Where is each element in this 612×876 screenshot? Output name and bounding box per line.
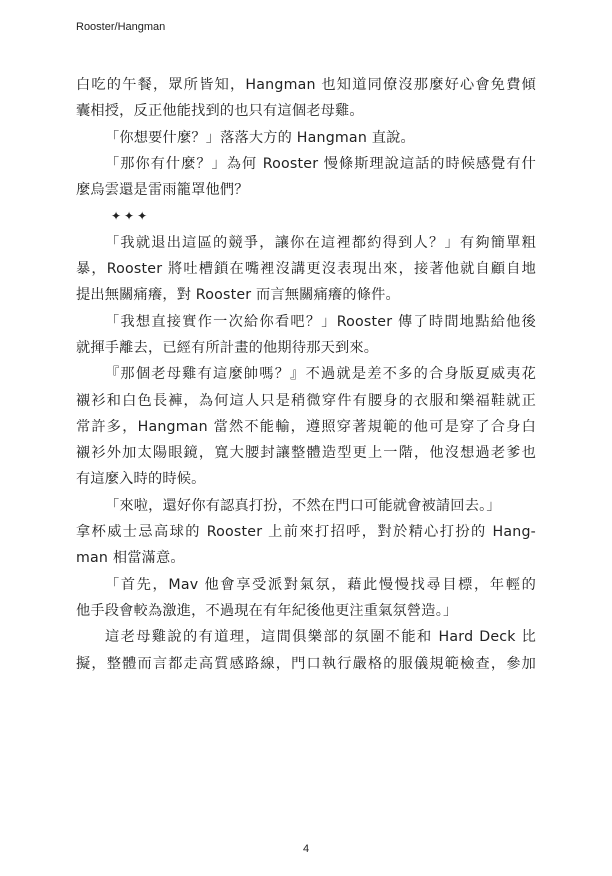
text-line: 提出無關痛癢，對 Rooster 而言無關痛癢的條件。 <box>76 287 400 304</box>
text-line: 白吃的午餐，眾所皆知，Hangman 也知道同僚沒那麼好心會免費傾 <box>76 77 536 93</box>
text-line: 有這麼入時的時候。 <box>76 471 206 488</box>
text-line: 囊相授，反正他能找到的也只有這個老母雞。 <box>76 103 364 120</box>
text-line: 「首先，Mav 他會享受派對氣氛，藉此慢慢找尋目標，年輕的 <box>105 576 536 593</box>
text-line: 拿杯威士忌高球的 Rooster 上前來打招呼，對於精心打扮的 Hang- <box>76 524 536 541</box>
text-line: 「你想要什麼？」落落大方的 Hangman 直說。 <box>105 129 415 146</box>
text-line: 襯衫和白色長褲，為何這人只是稍微穿件有腰身的衣服和樂福鞋就正 <box>76 392 536 409</box>
running-header: Rooster/Hangman <box>76 21 166 33</box>
text-line: 「那你有什麼？」為何 Rooster 慢條斯理說這話的時候感覺有什 <box>105 155 536 172</box>
text-line: 襯衫外加太陽眼鏡，寬大腰封讓整體造型更上一階，他沒想過老爹也 <box>76 445 536 462</box>
text-line: man 相當滿意。 <box>76 550 185 567</box>
text-line: 「我想直接實作一次給你看吧？」Rooster 傳了時間地點給他後 <box>105 313 536 330</box>
text-line: 麼烏雲還是雷雨籠罩他們？ <box>76 182 249 199</box>
text-line: 『那個老母雞有這麼帥嗎？』不過就是差不多的合身版夏威夷花 <box>105 366 536 383</box>
text-line: 暴，Rooster 將吐槽鎖在嘴裡沒講更沒表現出來，接著他就自顧自地 <box>76 261 536 278</box>
text-line: 這老母雞說的有道理，這間俱樂部的氛圍不能和 Hard Deck 比 <box>105 629 536 646</box>
text-line: 擬，整體而言都走高質感路線，門口執行嚴格的服儀規範檢查，參加 <box>76 655 536 672</box>
text-line: 「來啦，還好你有認真打扮，不然在門口可能就會被請回去。」 <box>105 497 501 514</box>
document-body <box>76 72 536 677</box>
text-line: 他手段會較為激進，不過現在有年紀後他更注重氣氛營造。」 <box>76 602 458 619</box>
page-number: 4 <box>302 843 310 855</box>
section-separator: ✦✦✦ <box>111 209 151 224</box>
text-line: 「我就退出這區的競爭，讓你在這裡都約得到人？」有夠簡單粗 <box>105 234 536 251</box>
text-line: 常許多，Hangman 當然不能輸，遵照穿著規範的他可是穿了合身白 <box>76 418 536 435</box>
text-line: 就揮手離去，已經有所計畫的他期待那天到來。 <box>76 339 379 356</box>
